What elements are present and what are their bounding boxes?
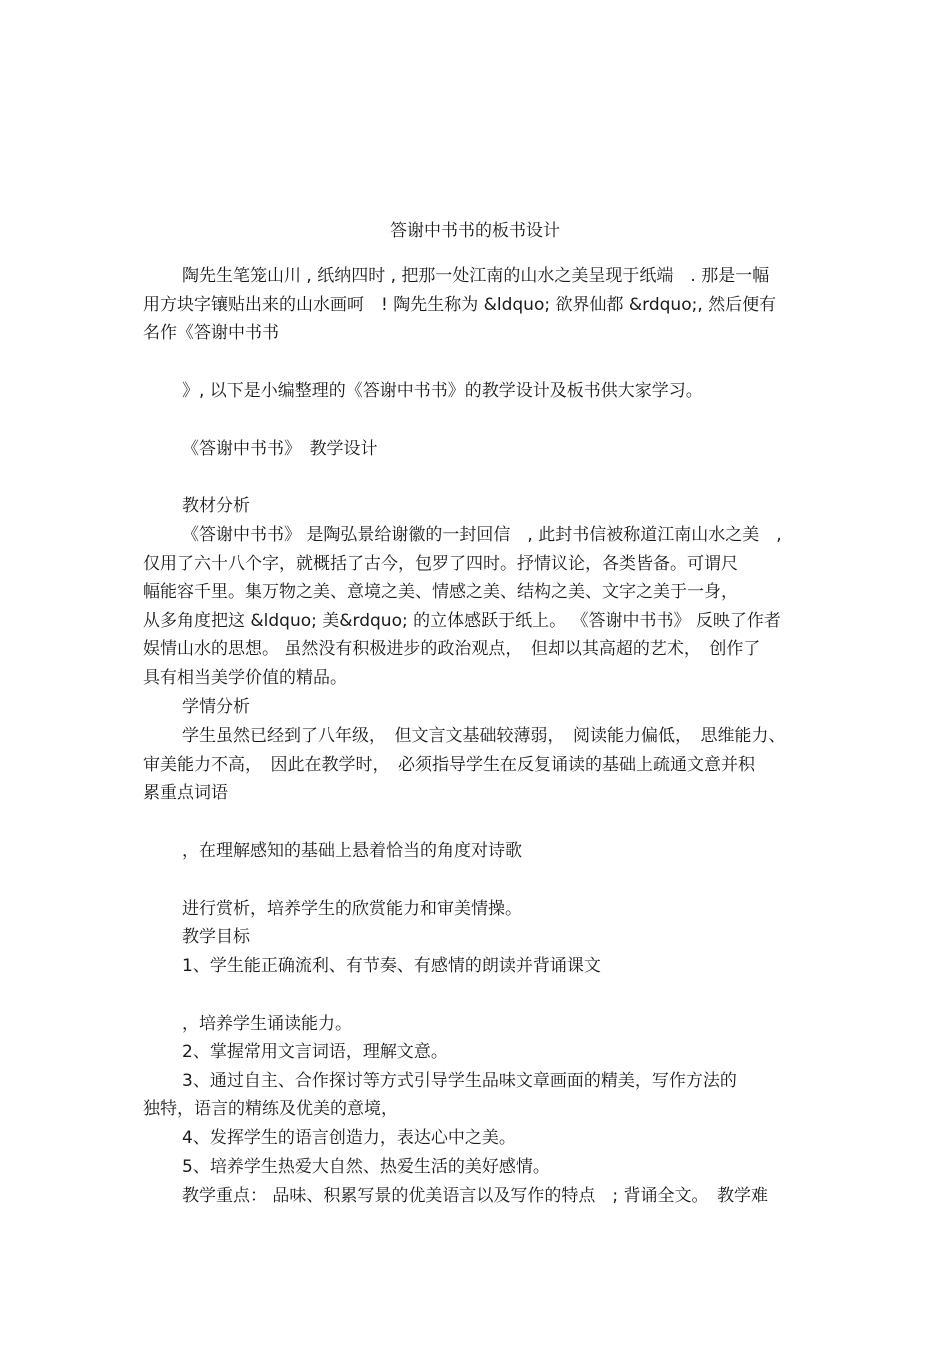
document-title: 答谢中书书的板书设计	[390, 221, 560, 241]
text-line: 》, 以下是小编整理的《答谢中书书》的教学设计及板书供大家学习。	[182, 381, 703, 401]
text-line: 名作《答谢中书书	[143, 323, 279, 343]
list-item: 5、培养学生热爱大自然、热爱生活的美好感情。	[182, 1157, 550, 1177]
text-line: 学生虽然已经到了八年级， 但文言文基础较薄弱， 阅读能力偏低， 思维能力、	[182, 726, 786, 746]
text-line: 审美能力不高， 因此在教学时， 必须指导学生在反复诵读的基础上疏通文意并积	[143, 755, 755, 775]
text-line: ，培养学生诵读能力。	[182, 1014, 352, 1034]
text-line: ，在理解感知的基础上悬着恰当的角度对诗歌	[182, 841, 522, 861]
text-line: 陶先生笔笼山川 , 纸纳四时 , 把那一处江南的山水之美呈现于纸端 . 那是一幅	[182, 266, 770, 286]
text-line: 用方块字镶贴出来的山水画呵 ! 陶先生称为 &ldquo; 欲界仙都 &rdquo;, 然后便有	[143, 295, 777, 315]
text-line: 累重点词语	[143, 783, 228, 803]
text-line: 具有相当美学价值的精品。	[143, 668, 347, 688]
list-item: 2、掌握常用文言词语，理解文意。	[182, 1042, 448, 1062]
text-line: 独特，语言的精练及优美的意境，	[143, 1099, 398, 1119]
subsection-heading: 学情分析	[182, 697, 250, 717]
text-line: 仅用了六十八个字，就概括了古今，包罗了四时。抒情议论，各类皆备。可谓尺	[143, 554, 738, 574]
text-line: 幅能容千里。集万物之美、意境之美、情感之美、结构之美、文字之美于一身，	[143, 582, 738, 602]
text-line: 进行赏析，培养学生的欣赏能力和审美情操。	[182, 899, 522, 919]
section-heading: 《答谢中书书》 教学设计	[182, 439, 378, 459]
subsection-heading: 教材分析	[182, 496, 250, 516]
list-item: 3、通过自主、合作探讨等方式引导学生品味文章画面的精美，写作方法的	[182, 1071, 737, 1091]
text-line: 教学重点： 品味、积累写景的优美语言以及写作的特点 ; 背诵全文。 教学难	[182, 1186, 769, 1206]
subsection-heading: 教学目标	[182, 927, 250, 947]
list-item: 4、发挥学生的语言创造力，表达心中之美。	[182, 1128, 516, 1148]
text-line: 《答谢中书书》 是陶弘景给谢徽的一封回信 , 此封书信被称道江南山水之美 ,	[182, 525, 782, 545]
text-line: 从多角度把这 &ldquo; 美&rdquo; 的立体感跃于纸上。 《答谢中书书》 反映了作者	[143, 611, 781, 631]
text-line: 娱情山水的思想。 虽然没有积极进步的政治观点， 但却以其高超的艺术， 创作了	[143, 639, 761, 659]
list-item: 1、学生能正确流利、有节奏、有感情的朗读并背诵课文	[182, 956, 601, 976]
